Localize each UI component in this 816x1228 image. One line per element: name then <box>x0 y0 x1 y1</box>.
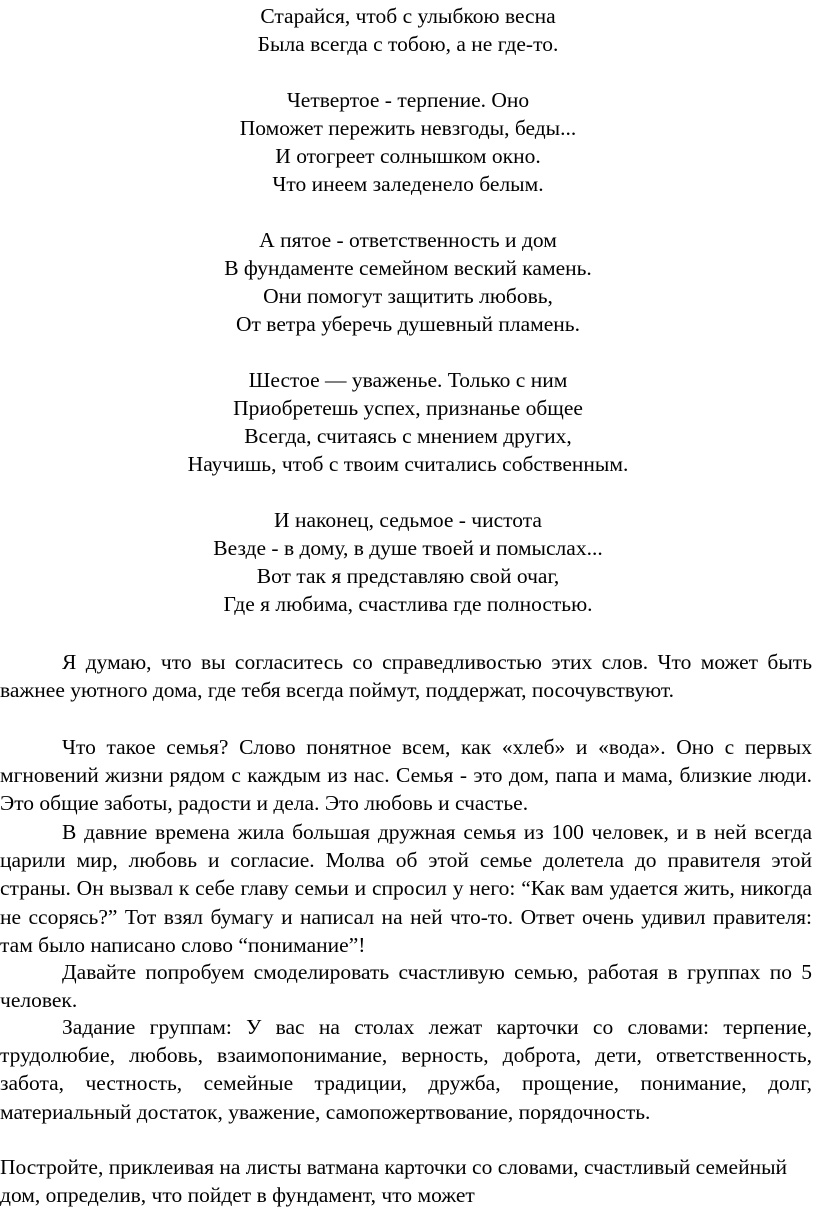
poem-line: И отогреет солнышком окно. <box>275 144 541 168</box>
poem-stanza-2 <box>0 86 816 198</box>
body-paragraph-4: Давайте попробуем смоделировать счастливую семью, работая в группах по 5 человек. <box>0 960 812 1013</box>
poem-stanza-1 <box>0 2 816 58</box>
poem-line: Старайся, чтоб с улыбкою весна <box>260 4 556 28</box>
poem-line: В фундаменте семейном веский камень. <box>224 256 592 280</box>
body-paragraph-2: Что такое семья? Слово понятное всем, как «хлеб» и «вода». Оно с первых мгновений жизни рядом с каждым из нас. Семья - это дом, папа и мама, близкие люди. Это общие заботы, радости и дела. Это любовь и счастье. <box>0 735 812 816</box>
poem-line: Приобретешь успех, признанье общее <box>233 396 583 420</box>
poem-line: От ветра уберечь душевный пламень. <box>236 312 580 336</box>
body-paragraph-6: Постройте, приклеивая на листы ватмана карточки со словами, счастливый семейный дом, определив, что пойдет в фундамент, что может <box>0 1155 788 1208</box>
poem-stanza-5 <box>0 506 816 618</box>
poem-line: Научишь, чтоб с твоим считались собственным. <box>187 452 629 476</box>
poem-stanza-3 <box>0 226 816 338</box>
body-paragraph-3: В давние времена жила большая дружная семья из 100 человек, и в ней всегда царили мир, любовь и согласие. Молва об этой семье долетела до правителя этой страны. Он вызвал к себе главу семьи и спросил у него: “Как вам удается жить, никогда не ссорясь?” Тот взял бумагу и написал на ней что-то. Ответ очень удивил правителя: там было написано слово “понимание”! <box>0 820 812 957</box>
poem-line: Везде - в дому, в душе твоей и помыслах... <box>213 536 603 560</box>
body-paragraph-1: Я думаю, что вы согласитесь со справедливостью этих слов. Что может быть важнее уютного дома, где тебя всегда поймут, поддержат, посочувствуют. <box>0 650 812 703</box>
poem-line: Что инеем заледенело белым. <box>272 172 544 196</box>
poem-line: Всегда, считаясь с мнением других, <box>244 424 572 448</box>
poem-line: Где я любима, счастлива где полностью. <box>223 592 593 616</box>
poem-line: И наконец, седьмое - чистота <box>274 508 542 532</box>
poem-line: Вот так я представляю свой очаг, <box>256 564 560 588</box>
poem-line: А пятое - ответственность и дом <box>259 228 557 252</box>
poem-line: Они помогут защитить любовь, <box>263 284 553 308</box>
poem-line: Поможет пережить невзгоды, беды... <box>239 116 577 140</box>
poem-stanza-4 <box>0 366 816 478</box>
poem-line: Шестое — уваженье. Только с ним <box>248 368 568 392</box>
poem-line: Была всегда с тобою, а не где-то. <box>257 32 559 56</box>
poem-line: Четвертое - терпение. Оно <box>286 88 530 112</box>
body-paragraph-5: Задание группам: У вас на столах лежат карточки со словами: терпение, трудолюбие, любовь, взаимопонимание, верность, доброта, дети, ответственность, забота, честность, семейные традиции, дружба, прощение, понимание, долг, материальный достаток, уважение, самопожертвование, порядочность. <box>0 1015 812 1124</box>
